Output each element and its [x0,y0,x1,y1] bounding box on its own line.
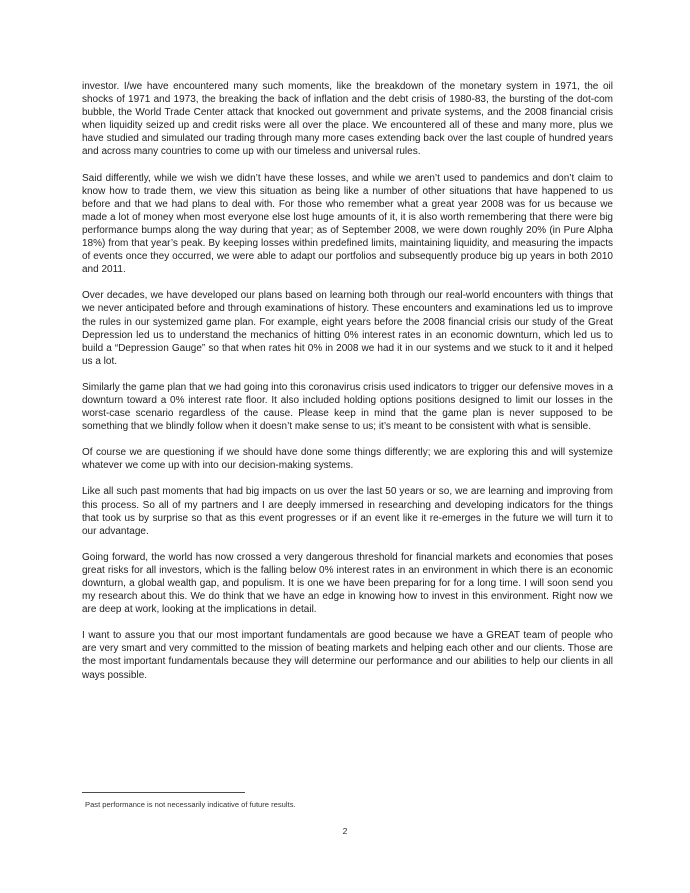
paragraph-1: investor. I/we have encountered many such moments, like the breakdown of the monetary system in 1971, the oil shocks of 1971 and 1973, the breaking the back of inflation and the debt crisis of 1980-83, the bursting of the dot-com bubble, the World Trade Center attack that knocked out government and private systems, and the 2008 financial crisis when liquidity seized up and credit risks were all over the place. We encountered all of these and many more, plus we have studied and simulated our trading through many more cases extending back over the last couple of hundred years and across many countries to come up with our timeless and universal rules. [82,81,613,158]
letter-body [82,80,613,695]
footnote-text: Past performance is not necessarily indicative of future results. [85,800,296,809]
page-number: 2 [342,826,348,836]
paragraph-6: Like all such past moments that had big impacts on us over the last 50 years or so, we are learning and improving from this process. So all of my partners and I are deeply immersed in researching and developing indicators for the things that took us by surprise so that as this event progresses or if an event like it re-emerges in the future we will turn it to our advantage. [82,486,613,537]
paragraph-7: Going forward, the world has now crossed a very dangerous threshold for financial markets and economies that poses great risks for all investors, which is the falling below 0% interest rates in an environment in which there is an economic downturn, a global wealth gap, and populism. It is one we have been preparing for for a long time. I will soon send you my research about this. We do think that we have an edge in knowing how to invest in this environment. Right now we are deep at work, looking at the implications in detail. [82,551,613,616]
paragraph-5: Of course we are questioning if we should have done some things differently; we are exploring this and will systemize whatever we come up with into our decision-making systems. [82,447,613,472]
paragraph-3: Over decades, we have developed our plans based on learning both through our real-world encounters with things that we never anticipated before and through examinations of history. These encounters and examinations led us to improve the rules in our systemized game plan. For example, eight years before the 2008 financial crisis our study of the Great Depression led us to understand the mechanics of hitting 0% interest rates in an economic downturn, which led us to build a “Depression Gauge” so that when rates hit 0% in 2008 we had it in our systems and we stuck to it and it helped us a lot. [82,290,613,367]
footnote-separator [82,792,245,793]
paragraph-8: I want to assure you that our most important fundamentals are good because we have a GREAT team of people who are very smart and very committed to the mission of beating markets and helping each other and our clients. Those are the most important fundamentals because they will determine our performance and our abilities to help our clients in all ways possible. [82,630,613,681]
paragraph-4: Similarly the game plan that we had going into this coronavirus crisis used indicators to trigger our defensive moves in a downturn toward a 0% interest rate floor. It also included holding options positions designed to limit our losses in the worst-case scenario regardless of the cause. Please keep in mind that the game plan is never supposed to be something that we blindly follow when it doesn’t make sense to us; it’s meant to be consistent with what is sensible. [82,381,613,433]
paragraph-2: Said differently, while we wish we didn’t have these losses, and while we aren’t used to pandemics and don’t claim to know how to trade them, we view this situation as being like a number of other situations that have happened to us before and that we had plans to deal with. For those who remember what a great year 2008 was for us because we made a lot of money when most everyone else lost huge amounts of it, it is also worth remembering that there were big performance bumps along the way during that year; as of September 2008, we were down roughly 20% (in Pure Alpha 18%) from that year’s peak. By keeping losses within predefined limits, maintaining liquidity, and measuring the impacts of events once they occurred, we were able to adapt our portfolios and subsequently produce big up years in both 2010 and 2011. [82,172,613,276]
